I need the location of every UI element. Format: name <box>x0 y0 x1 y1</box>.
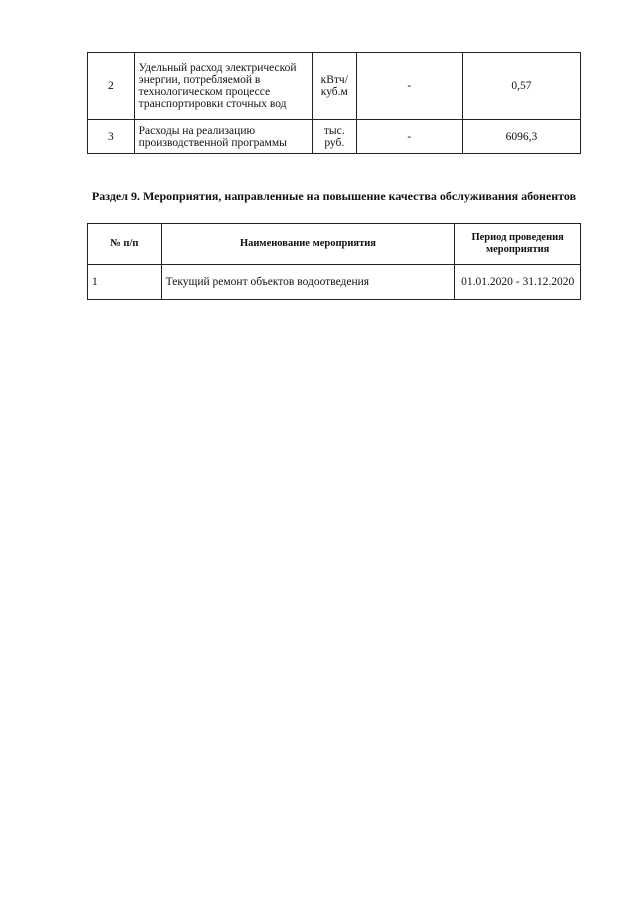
table-row <box>88 265 581 300</box>
production-indicators-table <box>87 52 581 154</box>
header-number: № п/п <box>88 224 162 265</box>
indicator-value: 0,57 <box>462 53 580 120</box>
unit: тыс. руб. <box>312 120 356 154</box>
row-number: 3 <box>88 120 135 154</box>
header-period: Период проведения мероприятия <box>455 224 581 265</box>
row-number: 2 <box>88 53 135 120</box>
unit: кВтч/ куб.м <box>312 53 356 120</box>
section-title: Раздел 9. Мероприятия, направленные на повышение качества обслуживания абонентов <box>91 189 577 203</box>
indicator-name: Расходы на реализацию производственной программы <box>134 120 312 154</box>
table-header-row <box>88 224 581 265</box>
measure-period: 01.01.2020 - 31.12.2020 <box>455 265 581 300</box>
measures-table <box>87 223 581 300</box>
indicator-value: 6096,3 <box>462 120 580 154</box>
header-measure-name: Наименование мероприятия <box>161 224 455 265</box>
indicator-name: Удельный расход электрической энергии, потребляемой в технологическом процессе транспортировки сточных вод <box>134 53 312 120</box>
table-row <box>88 120 581 154</box>
measure-name: Текущий ремонт объектов водоотведения <box>161 265 455 300</box>
row-number: 1 <box>88 265 162 300</box>
base-value: - <box>356 53 462 120</box>
base-value: - <box>356 120 462 154</box>
table-row <box>88 53 581 120</box>
